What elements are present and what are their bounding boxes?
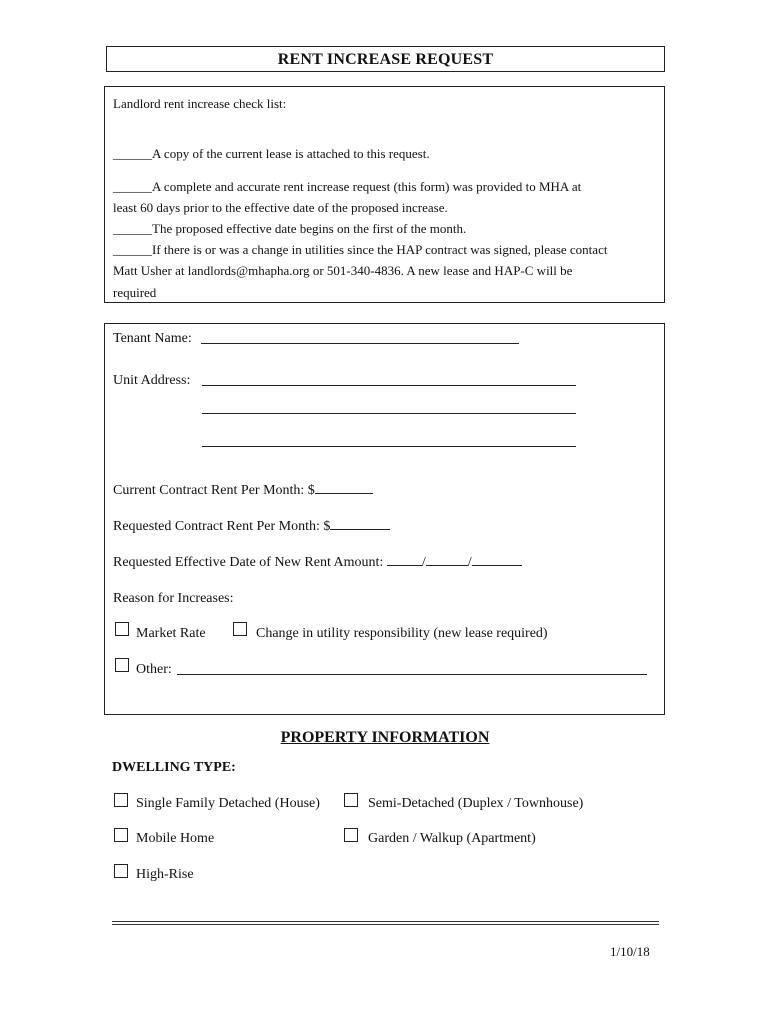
checklist-item-lease [113,146,430,162]
other-label: Other: [136,662,172,677]
market-rate-label: Market Rate [136,626,206,641]
current-rent-row [113,481,373,499]
checklist-blank[interactable]: ______ [113,221,152,236]
checklist-text: A copy of the current lease is attached to this request. [152,146,430,161]
unit-address-field-2[interactable] [202,413,576,414]
checklist-heading: Landlord rent increase check list: [113,96,287,111]
requested-rent-field[interactable] [330,517,390,530]
effective-date-day-field[interactable] [426,553,468,566]
checklist-item-request-cont: least 60 days prior to the effective date of the proposed increase. [113,200,448,215]
checklist-item-utilities-end: required [113,285,157,300]
market-rate-checkbox[interactable] [115,622,129,636]
checklist-text: If there is or was a change in utilities since the HAP contract was signed, please contact [152,242,608,257]
tenant-name-label: Tenant Name: [113,331,192,346]
unit-address-field-3[interactable] [202,446,576,447]
footer-rule-bottom [112,924,659,925]
garden-walkup-checkbox[interactable] [344,828,358,842]
requested-rent-row [113,517,390,535]
current-rent-label: Current Contract Rent Per Month: $ [113,483,315,498]
effective-date-row [113,553,522,571]
high-rise-label: High-Rise [136,867,194,882]
tenant-name-field[interactable] [201,343,519,344]
mobile-home-checkbox[interactable] [114,828,128,842]
checklist-item-effective-date [113,221,466,237]
date-separator: / [467,555,472,570]
date-separator: / [421,555,426,570]
effective-date-label: Requested Effective Date of New Rent Amount: [113,555,384,570]
single-family-label: Single Family Detached (House) [136,796,320,811]
single-family-checkbox[interactable] [114,793,128,807]
mobile-home-label: Mobile Home [136,831,215,846]
checklist-item-request [113,179,631,195]
other-field[interactable] [177,674,647,675]
title-box [106,46,665,72]
garden-walkup-label: Garden / Walkup (Apartment) [368,831,536,846]
reason-label: Reason for Increases: [113,591,234,606]
unit-address-field-1[interactable] [202,385,576,386]
checklist-blank[interactable]: ______ [113,179,152,194]
other-checkbox[interactable] [115,658,129,672]
footer-date: 1/10/18 [610,944,650,959]
checklist-text: The proposed effective date begins on the first of the month. [152,221,467,236]
property-info-heading: PROPERTY INFORMATION [280,729,490,746]
checklist-blank[interactable]: ______ [113,242,152,257]
high-rise-checkbox[interactable] [114,864,128,878]
form-title: RENT INCREASE REQUEST [277,51,494,68]
effective-date-month-field[interactable] [387,553,422,566]
requested-rent-label: Requested Contract Rent Per Month: $ [113,519,331,534]
semi-detached-label: Semi-Detached (Duplex / Townhouse) [368,796,584,811]
checklist-item-utilities-cont: Matt Usher at landlords@mhapha.org or 501-340-4836. A new lease and HAP-C will be [113,263,573,278]
effective-date-year-field[interactable] [472,553,522,566]
checklist-item-utilities [113,242,607,258]
utility-change-checkbox[interactable] [233,622,247,636]
current-rent-field[interactable] [315,481,373,494]
dwelling-type-label: DWELLING TYPE: [112,760,236,775]
utility-change-label: Change in utility responsibility (new lease required) [256,626,548,641]
unit-address-label: Unit Address: [113,373,191,388]
semi-detached-checkbox[interactable] [344,793,358,807]
checklist-text: A complete and accurate rent increase request (this form) was provided to MHA at [152,179,582,194]
footer-rule-top [112,921,659,922]
checklist-blank[interactable]: ______ [113,146,152,161]
